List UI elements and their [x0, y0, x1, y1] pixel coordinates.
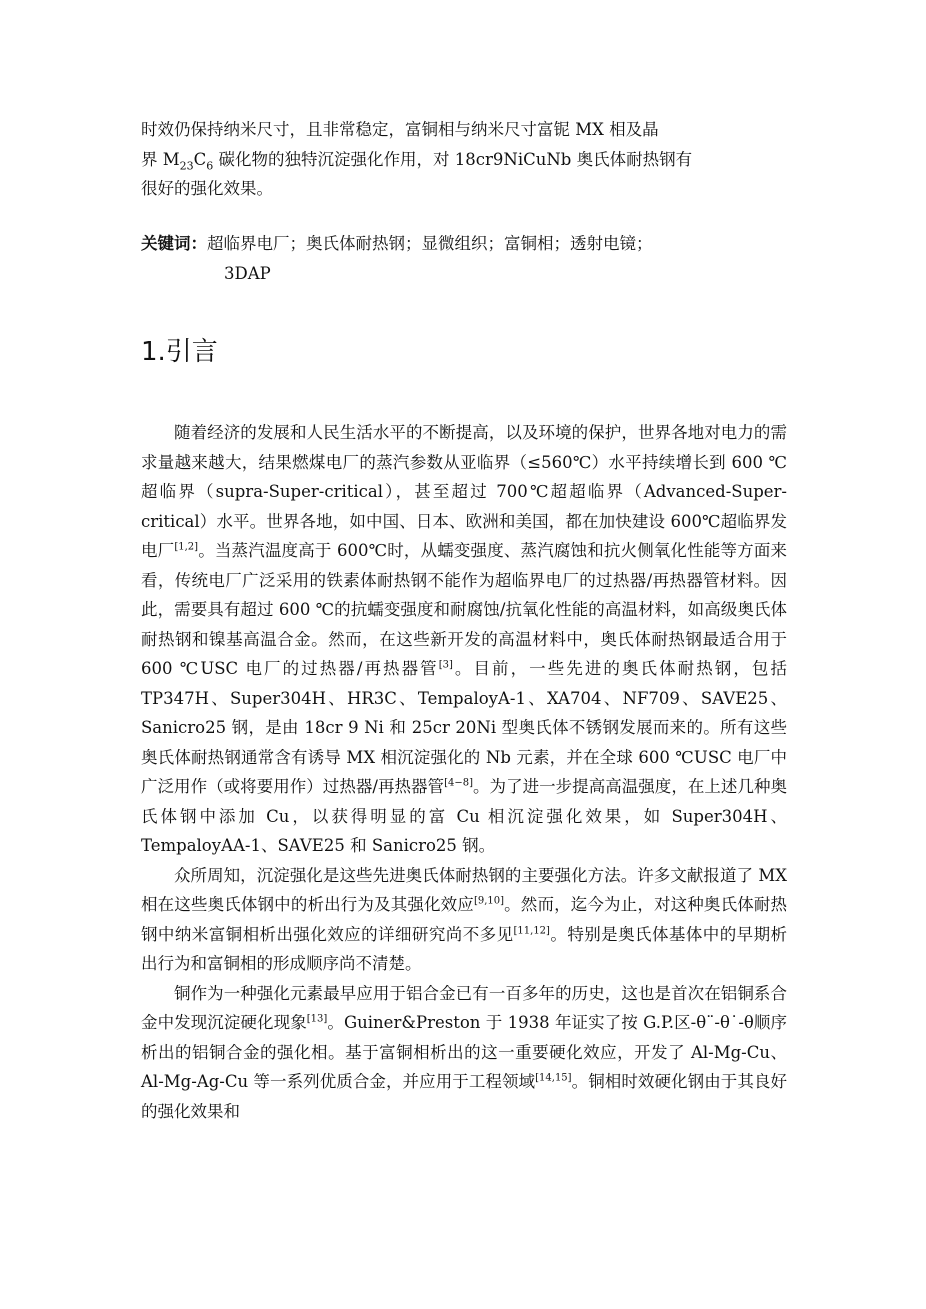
citation-ref: [3] [438, 659, 453, 671]
paragraph-3 [141, 979, 787, 1127]
paragraph-3-text-2: 。Guiner&Preston 于 1938 年证实了按 G.P.区-θ¨-θ˙-θ顺序析出的铝铜合金的强化相。基于富铜相析出的这一重要硬化效应，开发了 Al-Mg-Cu、Al-Mg-Ag-Cu 等一系列优质合金，并应用于工程领域 [141, 1013, 788, 1091]
paragraph-2-text-3: 。特别是奥氏体基体中的早期析出行为和富铜相的形成顺序尚不清楚。 [141, 924, 788, 973]
paragraph-1-text-3: 。目前，一些先进的奥氏体耐热钢，包括 TP347H、Super304H、HR3C、TempaloyA-1、XA704、NF709、SAVE25、Sanicro25 钢，是由 18cr 9 Ni 和 25cr 20Ni 型奥氏体不锈钢发展而来的。所有这些奥氏体耐热钢通常含有诱导 MX 相沉淀强化的 Nb 元素，并在全球 600 ℃USC 电厂中广泛用作（或将要用作）过热器/再热器管 [141, 659, 787, 796]
abstract-tail [141, 115, 787, 204]
citation-ref: [14,15] [535, 1072, 572, 1084]
citation-ref: [11,12] [513, 925, 550, 936]
keywords-text-line-1: 超临界电厂；奥氏体耐热钢；显微组织；富铜相；透射电镜； [207, 234, 653, 253]
abstract-line-2-part-1: 界 M [141, 149, 180, 169]
abstract-line-1: 时效仍保持纳米尺寸，且非常稳定，富铜相与纳米尺寸富铌 MX 相及晶 [141, 120, 659, 139]
keywords-text-line-2: 3DAP [224, 263, 271, 283]
abstract-line-2-part-2: C [193, 149, 207, 169]
paragraph-1-text-4: 。为了进一步提高高温强度，在上述几种奥氏体钢中添加 Cu，以获得明显的富 Cu 相沉淀强化效果，如 Super304H、TempaloyAA-1、SAVE25 和 Sanicro25 钢。 [141, 777, 788, 855]
paragraph-3-text-1: 铜作为一种强化元素最早应用于铝合金已有一百多年的历史，这也是首次在铝铜系合金中发现沉淀硬化现象 [141, 983, 787, 1032]
abstract-line-3: 很好的强化效果。 [141, 179, 273, 198]
citation-ref: [4−8] [444, 777, 473, 789]
subscript-23: 23 [179, 158, 194, 172]
paragraph-3-text-3: 。铜相时效硬化钢由于其良好的强化效果和 [141, 1072, 788, 1121]
paragraph-2 [141, 861, 787, 979]
section-body [141, 418, 787, 1126]
abstract-line-2-part-3: 碳化物的独特沉淀强化作用，对 18cr9NiCuNb 奥氏体耐热钢有 [213, 149, 693, 169]
citation-ref: [13] [306, 1013, 328, 1025]
paragraph-1-text-1: 随着经济的发展和人民生活水平的不断提高，以及环境的保护，世界各地对电力的需求量越来越大，结果燃煤电厂的蒸汽参数从亚临界（≤560℃）水平持续增长到 600 ℃超临界（supra-Super-critical），甚至超过 700℃超超临界（Advanced-Super-critical）水平。世界各地，如中国、日本、欧洲和美国，都在加快建设 600℃超临界发电厂 [141, 423, 787, 560]
citation-ref: [1,2] [174, 541, 199, 553]
keywords-label: 关键词： [141, 234, 207, 253]
paragraph-2-text-2: 。然而，迄今为止，对这种奥氏体耐热钢中纳米富铜相析出强化效应的详细研究尚不多见 [141, 895, 788, 944]
section-heading: 1.引言 [141, 337, 218, 367]
paragraph-1 [141, 418, 787, 861]
keywords-block [141, 229, 787, 288]
citation-ref: [9,10] [473, 895, 505, 907]
paragraph-2-text-1: 众所周知，沉淀强化是这些先进奥氏体耐热钢的主要强化方法。许多文献报道了 MX 相在这些奥氏体钢中的析出行为及其强化效应 [141, 865, 787, 914]
subscript-6: 6 [206, 158, 214, 172]
paragraph-1-text-2: 。当蒸汽温度高于 600℃时，从蠕变强度、蒸汽腐蚀和抗火侧氧化性能等方面来看，传统电厂广泛采用的铁素体耐热钢不能作为超临界电厂的过热器/再热器管材料。因此，需要具有超过 600 ℃的抗蠕变强度和耐腐蚀/抗氧化性能的高温材料，如高级奥氏体耐热钢和镍基高温合金。然而，在这些新开发的高温材料中，奥氏体耐热钢最适合用于 600 ℃USC 电厂的过热器/再热器管 [141, 541, 788, 678]
